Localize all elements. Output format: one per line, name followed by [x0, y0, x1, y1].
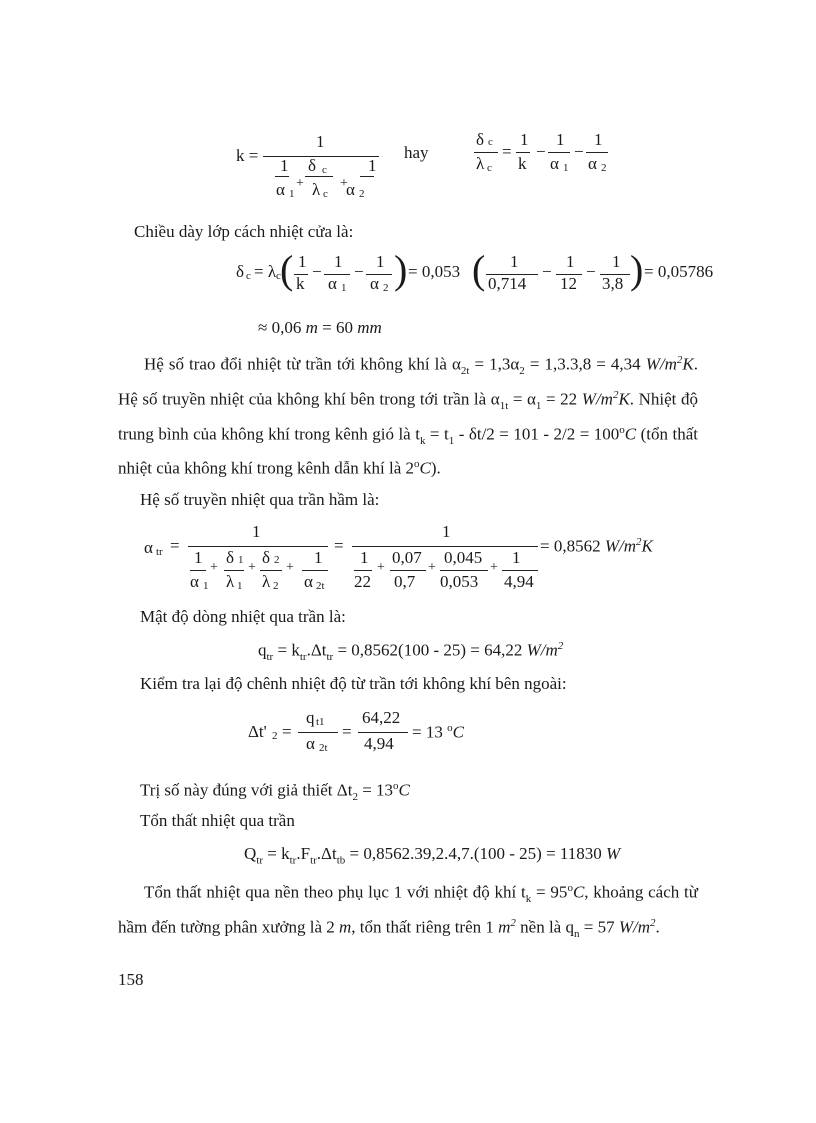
eq-k-lambda-sub: c [323, 188, 328, 200]
eq-hay: hay [404, 143, 429, 162]
eq-alt-delta: δ [476, 130, 485, 149]
eq-alpha-result: = 0,8562 $W/m^2K$ [540, 536, 653, 556]
eq-delta-one-k: 1 [298, 252, 307, 271]
eq-alpha-lhs-sub: tr [156, 546, 163, 558]
eq-delta-a1: α [328, 274, 337, 293]
equation-q-tr: $q_{tr} = k_{tr}.\Delta t_{tr} = 0,8562(100 - 25) = 64,22$ $W/m^2$ [258, 640, 564, 664]
equation-delta-t2: Δt' 2 = q t1 α 2t = 64,22 4,94 = 13 $^o$C [248, 708, 464, 754]
eq-delta-lhs-sub: c [246, 270, 251, 282]
eq-alt-a1-sub: 1 [563, 162, 569, 174]
eq-k-den-1: 1 [280, 156, 289, 175]
eq-alpha-eq: = [170, 536, 180, 555]
eq-delta-eq1: = λ [254, 262, 277, 281]
eq-k-plus2: + [340, 176, 348, 191]
page-number: 158 [118, 970, 144, 989]
text-he-so-trao-doi: Hệ số trao đổi nhiệt từ trần tới không khí là $\alpha_{2t} = 1,3\alpha_2 = 1,3.3,8 = 4,34$ $W/m^2K$. Hệ số truyền nhiệt của không khí bên trong tới trần là $\alpha_{1t} = \alpha_1 = 22$ $W/m^2K$. Nhiệt độ trung bình của không khí trong kênh gió là $t_k = t_1 - \delta t/2 = 101 - 2/2 = 100^oC$ (tổn thất nhiệt của không khí trong kênh dẫn khí là 2$^o$C). [118, 354, 698, 478]
eq-delta-den3: 3,8 [602, 274, 624, 293]
eq-alpha-one: 1 [252, 522, 261, 541]
eq-delta-mid: = 0,053 [408, 262, 461, 281]
eq-delta-num3: 1 [612, 252, 621, 271]
eq-delta-lhs: δ [236, 262, 245, 281]
eq-delta-one-a1: 1 [334, 252, 343, 271]
eq-delta-a2-sub: 2 [383, 282, 389, 294]
approx-line [258, 318, 382, 338]
eq-k-den-delta-sub: c [322, 164, 327, 176]
eq-k-den-delta: δ [308, 156, 317, 175]
eq-delta-a2: α [370, 274, 379, 293]
eq-alt-a2: α [588, 154, 597, 173]
eq-alt-lambda-sub: c [487, 162, 492, 174]
eq-k-alpha1-sub: 1 [289, 188, 295, 200]
eq-delta-den1: 0,714 [488, 274, 527, 293]
text-mat-do-dong: Mật độ dòng nhiệt qua trần là: [140, 607, 346, 626]
approx-mm: mm [357, 318, 382, 337]
eq-alpha-one2: 1 [442, 522, 451, 541]
text-ton-that-nen: Tổn thất nhiệt qua nền theo phụ lục 1 với nhiệt độ khí $t_k = 95^oC$, khoảng cách từ hầm đến tường phân xưởng là 2 m, tổn thất riêng trên 1 $m^2$ nền là $q_n = 57$ $W/m^2$. [118, 882, 698, 940]
eq-alpha-lhs: α [144, 538, 153, 557]
eq-alt-lambda: λ [476, 154, 485, 173]
approx-lead: ≈ 0,06 [258, 318, 306, 337]
text-he-so-truyen-nhiet: Hệ số truyền nhiệt qua trần hầm là: [140, 490, 380, 509]
eq-alt-a2-sub: 2 [601, 162, 607, 174]
eq-delta-den2: 12 [560, 274, 577, 293]
eq-k-num: 1 [316, 132, 325, 151]
eq-k-plus1: + [296, 176, 304, 191]
eq-k-lhs: k = [236, 146, 259, 165]
equation-delta-c: δ c = λ c ( 1 k − 1 α 1 − 1 α 2 ) = 0,053 ( 1 0,714 − 1 12 − 1 3,8 ) = 0,05786 [236, 247, 714, 294]
eq-k-lambda: λ [312, 180, 321, 199]
equation-Q-tr: $Q_{tr} = k_{tr}.F_{tr}.\Delta t_{tb} = 0,8562.39,2.4,7.(100 - 25) = 11830$ W [244, 844, 621, 867]
eq-alpha-eq2: = [334, 536, 344, 555]
eq-k-alpha2: α [346, 180, 355, 199]
eq-alt-one-a1: 1 [556, 130, 565, 149]
eq-k-alpha1: α [276, 180, 285, 199]
eq-delta-a1-sub: 1 [341, 282, 347, 294]
eq-alt-one-k: 1 [520, 130, 529, 149]
text-ton-that-tran: Tổn thất nhiệt qua trần [140, 811, 295, 830]
eq-delta-k: k [296, 274, 305, 293]
text-tri-so: Trị số này đúng với giả thiết $\Delta t_2 = 13^oC$ [140, 780, 410, 804]
approx-m: m [305, 318, 318, 337]
equation-alpha-tr: α tr = 1 1 δ 1 δ 2 1 + + + α 1 λ 1 λ 2 α 2t = 1 1 0,07 0,045 1 + + + 22 0,7 0,053 4,94 = 0,8562 $W/m^2K$ [144, 522, 653, 592]
eq-delta-num1: 1 [510, 252, 519, 271]
eq-k-alpha2-sub: 2 [359, 188, 365, 200]
text-chieu-day: Chiều dày lớp cách nhiệt cửa là: [134, 222, 354, 241]
approx-eq: = 60 [317, 318, 358, 337]
eq-delta-num2: 1 [566, 252, 575, 271]
eq-alt-a1: α [550, 154, 559, 173]
text-kiem-tra: Kiểm tra lại độ chênh nhiệt độ từ trần tới không khí bên ngoài: [140, 674, 567, 693]
eq-k-den-one2: 1 [368, 156, 377, 175]
eq-alt-delta-sub: c [488, 136, 493, 148]
eq-delta-result: = 0,05786 [644, 262, 714, 281]
eq-delta-eq1-sub: c [276, 270, 281, 282]
eq-delta-one-a2: 1 [376, 252, 385, 271]
eq-alt-one-a2: 1 [594, 130, 603, 149]
eq-alt-k: k [518, 154, 527, 173]
